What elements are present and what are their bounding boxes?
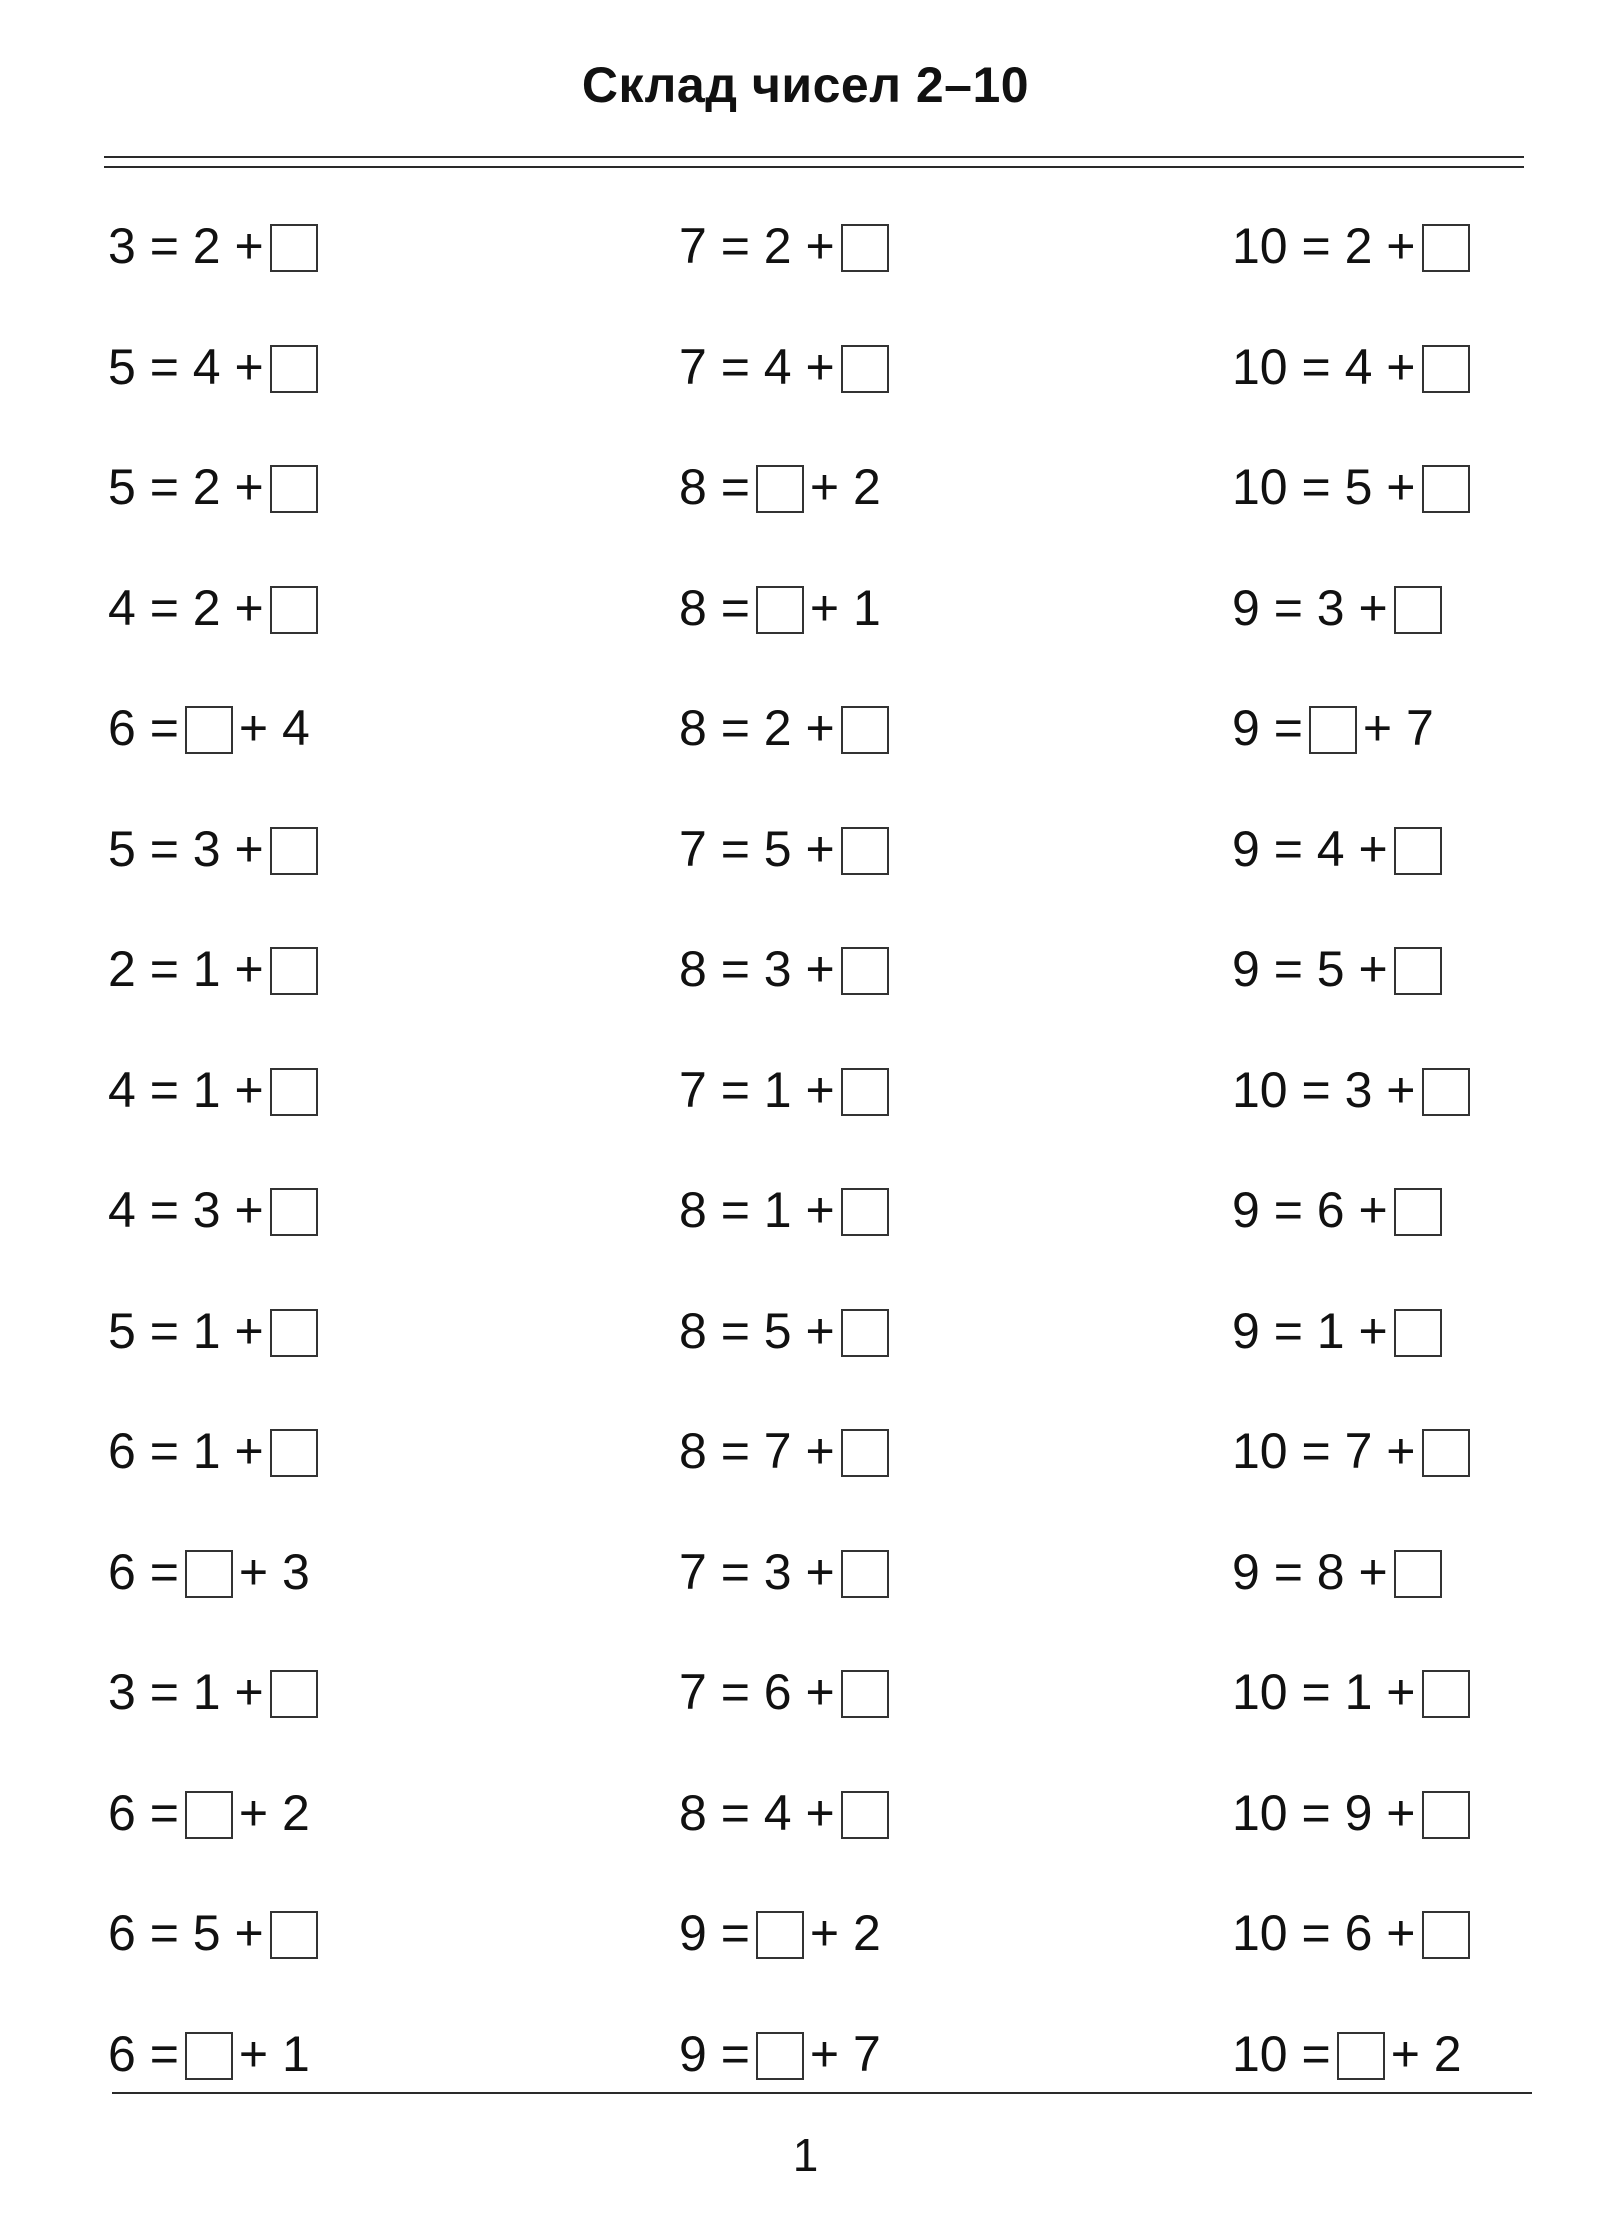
equation-left-part: 6 = 1 + <box>108 1423 264 1480</box>
equation-left-part: 10 = 3 + <box>1232 1061 1416 1118</box>
equation-row <box>1232 427 1476 548</box>
exercise-column-2 <box>679 186 895 2114</box>
equation-left-part: 8 = 7 + <box>679 1423 835 1480</box>
equation-row <box>108 307 324 428</box>
equation-left-part: 6 = <box>108 1784 179 1841</box>
equation-row <box>108 1391 324 1512</box>
answer-box-icon[interactable] <box>1422 1670 1470 1718</box>
equation-row <box>679 909 895 1030</box>
answer-box-icon[interactable] <box>841 1309 889 1357</box>
answer-box-icon[interactable] <box>270 224 318 272</box>
equation-left-part: 8 = 1 + <box>679 1182 835 1239</box>
answer-box-icon[interactable] <box>841 224 889 272</box>
equation-left-part: 9 = 4 + <box>1232 820 1388 877</box>
equation-row <box>108 186 324 307</box>
equation-left-part: 4 = 1 + <box>108 1061 264 1118</box>
equation-row <box>679 427 895 548</box>
answer-box-icon[interactable] <box>1422 1068 1470 1116</box>
equation-right-part: + 2 <box>809 459 881 516</box>
equation-right-part: + 2 <box>1390 2025 1462 2082</box>
equation-left-part: 9 = 3 + <box>1232 579 1388 636</box>
equation-row <box>1232 1391 1476 1512</box>
answer-box-icon[interactable] <box>185 2032 233 2080</box>
equation-row <box>679 307 895 428</box>
equation-row <box>108 668 324 789</box>
answer-box-icon[interactable] <box>185 706 233 754</box>
equation-left-part: 10 = 6 + <box>1232 1905 1416 1962</box>
answer-box-icon[interactable] <box>841 1068 889 1116</box>
answer-box-icon[interactable] <box>185 1550 233 1598</box>
equation-left-part: 7 = 2 + <box>679 218 835 275</box>
equation-left-part: 8 = 5 + <box>679 1302 835 1359</box>
equation-row <box>679 1632 895 1753</box>
equation-left-part: 4 = 2 + <box>108 579 264 636</box>
equation-right-part: + 4 <box>238 700 310 757</box>
equation-row <box>1232 1150 1476 1271</box>
header-divider-top <box>104 156 1524 158</box>
equation-row <box>108 1030 324 1151</box>
equation-row <box>1232 1994 1476 2115</box>
answer-box-icon[interactable] <box>1394 586 1442 634</box>
equation-row <box>679 668 895 789</box>
answer-box-icon[interactable] <box>756 2032 804 2080</box>
answer-box-icon[interactable] <box>1394 827 1442 875</box>
equation-right-part: + 3 <box>238 1543 310 1600</box>
equation-left-part: 6 = 5 + <box>108 1905 264 1962</box>
equation-row <box>108 1632 324 1753</box>
equation-row <box>108 789 324 910</box>
answer-box-icon[interactable] <box>1394 947 1442 995</box>
answer-box-icon[interactable] <box>1422 1429 1470 1477</box>
answer-box-icon[interactable] <box>756 465 804 513</box>
answer-box-icon[interactable] <box>841 1429 889 1477</box>
equation-row <box>679 548 895 669</box>
answer-box-icon[interactable] <box>756 586 804 634</box>
equation-left-part: 5 = 2 + <box>108 459 264 516</box>
equation-row <box>108 1873 324 1994</box>
equation-left-part: 10 = <box>1232 2025 1331 2082</box>
equation-right-part: + 1 <box>809 579 881 636</box>
answer-box-icon[interactable] <box>1422 465 1470 513</box>
equation-row <box>1232 307 1476 428</box>
answer-box-icon[interactable] <box>270 345 318 393</box>
equation-row <box>1232 186 1476 307</box>
equation-right-part: + 2 <box>809 1905 881 1962</box>
equation-row <box>1232 548 1476 669</box>
equation-left-part: 6 = <box>108 2025 179 2082</box>
answer-box-icon[interactable] <box>841 1550 889 1598</box>
answer-box-icon[interactable] <box>841 706 889 754</box>
equation-row <box>679 1994 895 2115</box>
equation-left-part: 9 = <box>1232 700 1303 757</box>
equation-left-part: 9 = <box>679 2025 750 2082</box>
exercise-column-1 <box>108 186 324 2114</box>
equation-left-part: 8 = 3 + <box>679 941 835 998</box>
equation-row <box>108 548 324 669</box>
equation-left-part: 9 = 1 + <box>1232 1302 1388 1359</box>
answer-box-icon[interactable] <box>270 1911 318 1959</box>
equation-row <box>1232 1753 1476 1874</box>
equation-left-part: 9 = 8 + <box>1232 1543 1388 1600</box>
answer-box-icon[interactable] <box>270 1670 318 1718</box>
equation-row <box>1232 1632 1476 1753</box>
answer-box-icon[interactable] <box>841 947 889 995</box>
equation-left-part: 10 = 4 + <box>1232 338 1416 395</box>
equation-left-part: 8 = 4 + <box>679 1784 835 1841</box>
equation-right-part: + 7 <box>809 2025 881 2082</box>
page-title: Склад чисел 2–10 <box>581 57 1030 113</box>
equation-row <box>679 789 895 910</box>
equation-row <box>1232 1512 1476 1633</box>
equation-row <box>1232 1873 1476 1994</box>
equation-left-part: 4 = 3 + <box>108 1182 264 1239</box>
equation-left-part: 10 = 1 + <box>1232 1664 1416 1721</box>
answer-box-icon[interactable] <box>270 827 318 875</box>
equation-left-part: 6 = <box>108 700 179 757</box>
answer-box-icon[interactable] <box>841 345 889 393</box>
equation-row <box>1232 1271 1476 1392</box>
equation-row <box>108 1512 324 1633</box>
answer-box-icon[interactable] <box>1394 1188 1442 1236</box>
answer-box-icon[interactable] <box>270 1429 318 1477</box>
equation-left-part: 7 = 6 + <box>679 1664 835 1721</box>
answer-box-icon[interactable] <box>270 465 318 513</box>
equation-left-part: 5 = 4 + <box>108 338 264 395</box>
header-divider-bottom <box>104 166 1524 168</box>
answer-box-icon[interactable] <box>1422 1911 1470 1959</box>
answer-box-icon[interactable] <box>185 1791 233 1839</box>
equation-row <box>679 1753 895 1874</box>
answer-box-icon[interactable] <box>270 1309 318 1357</box>
equation-row <box>679 1512 895 1633</box>
answer-box-icon[interactable] <box>1309 706 1357 754</box>
equation-left-part: 9 = 5 + <box>1232 941 1388 998</box>
page-number: 1 <box>792 2129 819 2181</box>
answer-box-icon[interactable] <box>270 947 318 995</box>
equation-left-part: 8 = <box>679 579 750 636</box>
equation-row <box>108 1753 324 1874</box>
answer-box-icon[interactable] <box>270 1188 318 1236</box>
answer-box-icon[interactable] <box>841 1791 889 1839</box>
equation-row <box>108 1994 324 2115</box>
equation-row <box>1232 789 1476 910</box>
equation-left-part: 3 = 1 + <box>108 1664 264 1721</box>
equation-row <box>108 427 324 548</box>
equation-row <box>1232 909 1476 1030</box>
answer-box-icon[interactable] <box>270 586 318 634</box>
answer-box-icon[interactable] <box>1394 1550 1442 1598</box>
equation-left-part: 7 = 4 + <box>679 338 835 395</box>
answer-box-icon[interactable] <box>1422 345 1470 393</box>
answer-box-icon[interactable] <box>1394 1309 1442 1357</box>
equation-row <box>679 1150 895 1271</box>
equation-row <box>108 1271 324 1392</box>
equation-left-part: 8 = <box>679 459 750 516</box>
equation-left-part: 5 = 1 + <box>108 1302 264 1359</box>
equation-right-part: + 1 <box>238 2025 310 2082</box>
equation-row <box>679 1030 895 1151</box>
equation-row <box>679 1391 895 1512</box>
answer-box-icon[interactable] <box>1422 1791 1470 1839</box>
answer-box-icon[interactable] <box>1337 2032 1385 2080</box>
answer-box-icon[interactable] <box>270 1068 318 1116</box>
exercise-column-3 <box>1232 186 1476 2114</box>
equation-left-part: 10 = 5 + <box>1232 459 1416 516</box>
answer-box-icon[interactable] <box>841 827 889 875</box>
equation-row <box>1232 1030 1476 1151</box>
equation-left-part: 10 = 2 + <box>1232 218 1416 275</box>
equation-left-part: 10 = 9 + <box>1232 1784 1416 1841</box>
equation-left-part: 5 = 3 + <box>108 820 264 877</box>
equation-left-part: 2 = 1 + <box>108 941 264 998</box>
answer-box-icon[interactable] <box>756 1911 804 1959</box>
equation-left-part: 3 = 2 + <box>108 218 264 275</box>
equation-row <box>679 1873 895 1994</box>
equation-left-part: 7 = 1 + <box>679 1061 835 1118</box>
answer-box-icon[interactable] <box>1422 224 1470 272</box>
equation-left-part: 9 = <box>679 1905 750 1962</box>
answer-box-icon[interactable] <box>841 1188 889 1236</box>
equation-left-part: 7 = 5 + <box>679 820 835 877</box>
answer-box-icon[interactable] <box>841 1670 889 1718</box>
equation-row <box>679 186 895 307</box>
footer-divider <box>112 2092 1532 2094</box>
equation-left-part: 9 = 6 + <box>1232 1182 1388 1239</box>
equation-row <box>108 1150 324 1271</box>
equation-right-part: + 7 <box>1362 700 1434 757</box>
equation-row <box>679 1271 895 1392</box>
equation-right-part: + 2 <box>238 1784 310 1841</box>
equation-left-part: 10 = 7 + <box>1232 1423 1416 1480</box>
equation-left-part: 8 = 2 + <box>679 700 835 757</box>
equation-row <box>108 909 324 1030</box>
equation-left-part: 6 = <box>108 1543 179 1600</box>
equation-row <box>1232 668 1476 789</box>
equation-left-part: 7 = 3 + <box>679 1543 835 1600</box>
